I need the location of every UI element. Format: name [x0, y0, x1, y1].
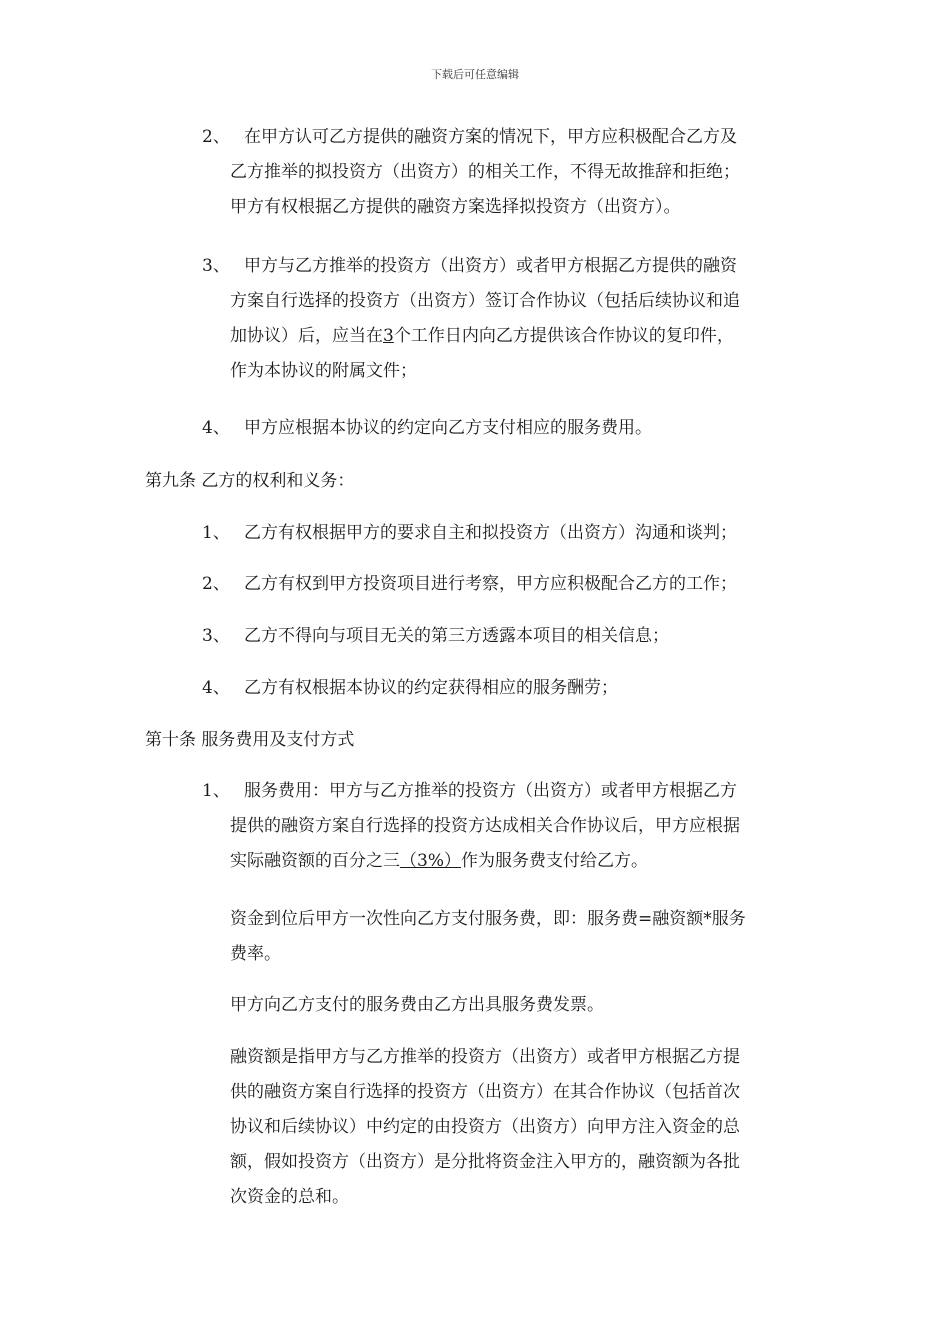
- item-text-line: 乙方有权到甲方投资项目进行考察，甲方应积极配合乙方的工作；: [244, 574, 737, 594]
- item-text-line: 方案自行选择的投资方（出资方）签订合作协议（包括后续协议和追: [230, 291, 740, 311]
- paragraph-line: 协议和后续协议）中约定的由投资方（出资方）向甲方注入资金的总: [230, 1117, 740, 1137]
- list-item: [202, 411, 812, 446]
- item-number: 3、: [202, 626, 230, 646]
- paragraph-line: 费率。: [230, 944, 281, 964]
- list-item: [202, 516, 812, 551]
- item-text-line: 甲方应根据本协议的约定向乙方支付相应的服务费用。: [244, 418, 652, 438]
- paragraph-line: 额，假如投资方（出资方）是分批将资金注入甲方的，融资额为各批: [230, 1152, 740, 1172]
- paragraph-line: 融资额是指甲方与乙方推举的投资方（出资方）或者甲方根据乙方提: [230, 1047, 740, 1067]
- item-text-line: 提供的融资方案自行选择的投资方达成相关合作协议后，甲方应根据: [230, 816, 740, 836]
- item-text-line: 实际融资额的百分之三（3%）作为服务费支付给乙方。: [230, 851, 648, 871]
- item-number: 4、: [202, 418, 230, 438]
- item-text-line: 乙方有权根据本协议的约定获得相应的服务酬劳；: [244, 678, 618, 698]
- underlined-value: 3: [383, 326, 394, 346]
- list-item: [202, 120, 812, 225]
- paragraph: [230, 1040, 820, 1215]
- item-text-line: 乙方推举的拟投资方（出资方）的相关工作，不得无故推辞和拒绝；: [230, 162, 740, 182]
- list-item: [202, 249, 812, 389]
- item-text-line: 作为本协议的附属文件；: [230, 361, 417, 381]
- item-number: 2、: [202, 127, 230, 147]
- paragraph: [230, 988, 820, 1023]
- page-header: 下载后可任意编辑: [431, 68, 519, 81]
- item-number: 4、: [202, 678, 230, 698]
- underlined-value: （3%）: [400, 851, 461, 871]
- item-text-line: 乙方不得向与项目无关的第三方透露本项目的相关信息；: [244, 626, 669, 646]
- paragraph-line: 资金到位后甲方一次性向乙方支付服务费，即：服务费=融资额*服务: [230, 909, 746, 929]
- paragraph: [230, 902, 820, 972]
- paragraph-line: 供的融资方案自行选择的投资方（出资方）在其合作协议（包括首次: [230, 1082, 740, 1102]
- item-text-line: 在甲方认可乙方提供的融资方案的情况下，甲方应积极配合乙方及: [244, 127, 737, 147]
- list-item: [202, 619, 812, 654]
- section-heading: 第十条 服务费用及支付方式: [145, 730, 355, 750]
- item-number: 2、: [202, 574, 230, 594]
- item-number: 1、: [202, 523, 230, 543]
- paragraph-line: 次资金的总和。: [230, 1187, 349, 1207]
- item-text-line: 甲方有权根据乙方提供的融资方案选择拟投资方（出资方）。: [230, 197, 681, 217]
- list-item: [202, 671, 812, 706]
- item-text-line: 服务费用：甲方与乙方推举的投资方（出资方）或者甲方根据乙方: [244, 781, 737, 801]
- paragraph-line: 甲方向乙方支付的服务费由乙方出具服务费发票。: [230, 995, 604, 1015]
- item-number: 1、: [202, 781, 230, 801]
- item-text-line: 乙方有权根据甲方的要求自主和拟投资方（出资方）沟通和谈判；: [244, 523, 737, 543]
- item-text-line: 加协议）后，应当在3个工作日内向乙方提供该合作协议的复印件，: [230, 326, 734, 346]
- list-item: [202, 774, 812, 879]
- list-item: [202, 567, 812, 602]
- item-number: 3、: [202, 256, 230, 276]
- section-heading: 第九条 乙方的权利和义务：: [145, 471, 355, 491]
- item-text-line: 甲方与乙方推举的投资方（出资方）或者甲方根据乙方提供的融资: [244, 256, 737, 276]
